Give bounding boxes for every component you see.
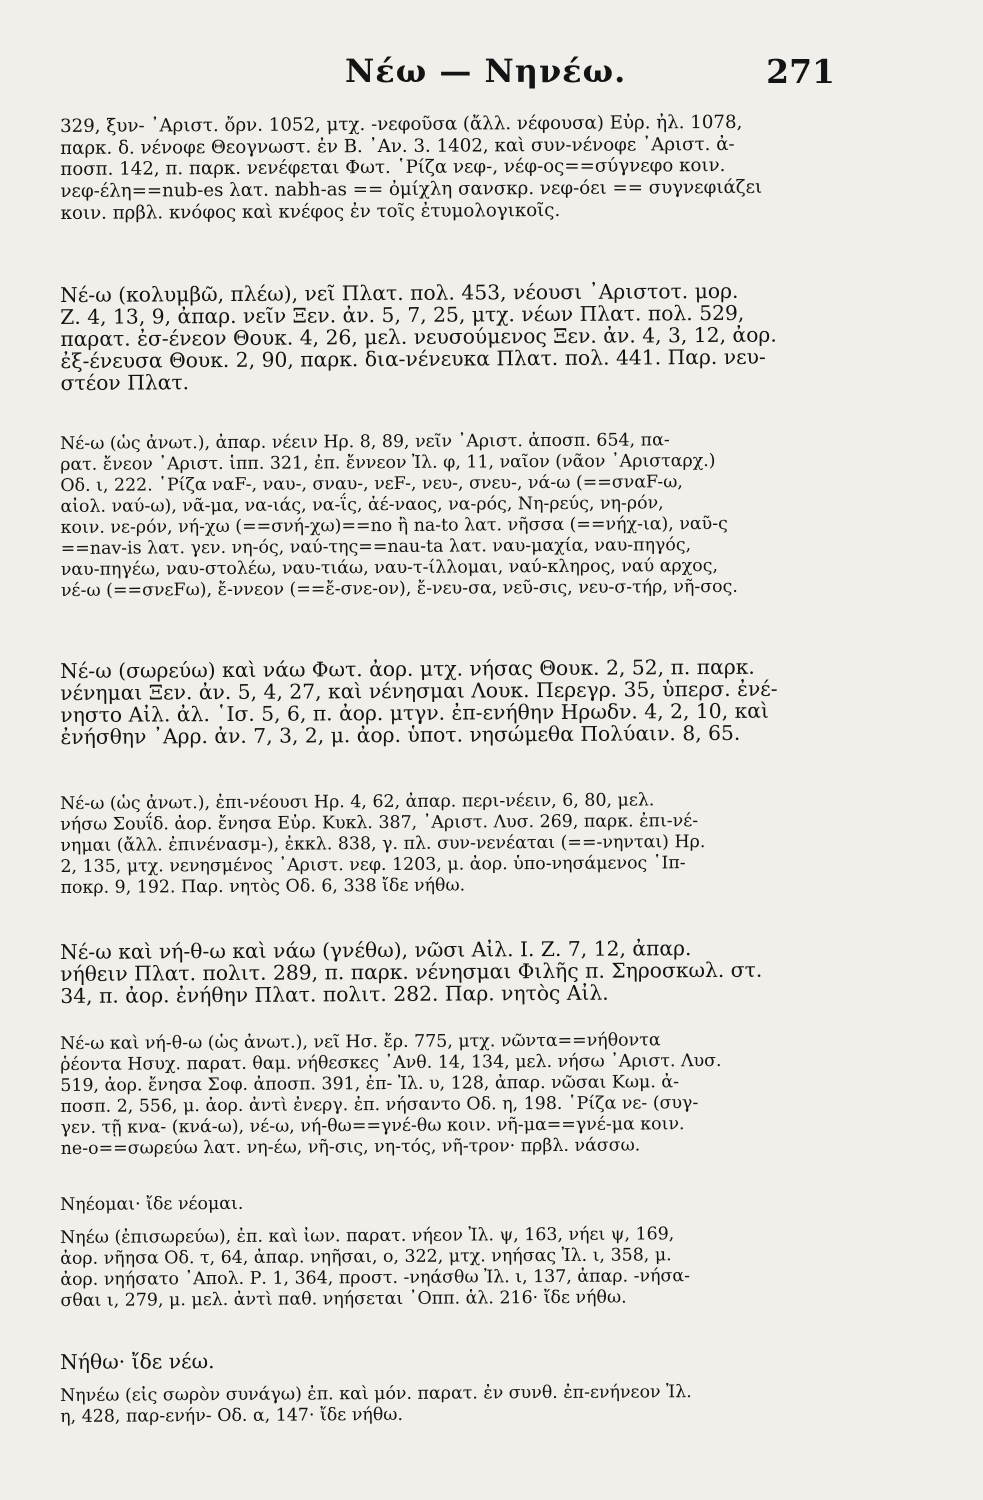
text-line: 2, 135, μτχ. νενησμένος ᾿Αριστ. νεφ. 1203, μ. ἀορ. ὑπο-νησάμενος ῾Ιπ- [60,853,686,877]
text-line: Νέ-ω καὶ νή-θ-ω καὶ νάω (γνέθω), νῶσι Αἰλ. Ι. Ζ. 7, 12, ἀπαρ. [59,936,692,964]
entry-neneo [60,1381,830,1428]
text-line: ἐνήσθην ᾿Αρρ. ἀν. 7, 3, 2, μ. ἀορ. ὑποτ. νησώμεθα Πολύαιν. 8, 65. [60,720,741,749]
text-line: κοιν. νε-ρόν, νή-χω (==σνή-χω)==no ἢ na-to λατ. νῆσσα (==νήχ-ια), ναῦ-ς [60,513,728,538]
text-line: κοιν. πρβλ. κνόφος καὶ κνέφος ἐν τοῖς ἐτυμολογικοῖς. [60,199,561,224]
text-line: Οδ. ι, 222. ῾Ρίζα ναF-, ναυ-, σναυ-, νεF-, νευ-, σνευ-, νά-ω (==σναF-ω, [60,472,683,496]
text-line: Ζ. 4, 13, 9, ἀπαρ. νεῖν Ξεν. ἀν. 5, 7, 25, μτχ. νέων Πλατ. πολ. 529, [60,300,745,329]
text-line: στέον Πλατ. [60,370,190,395]
text-line: νεφ-έλη==nub-es λατ. nabh-as == ὀμίχλη σανσκρ. νεφ-όει == συγνεφιάζει [60,176,763,203]
text-line: ne-o==σωρεύω λατ. νη-έω, νῆ-σις, νη-τός, νῆ-τρον· πρβλ. νάσσω. [60,1135,641,1159]
text-line: ἀορ. νηήσατο ᾿Απολ. Ρ. 1, 364, προστ. -νηάσθω Ἰλ. ι, 137, ἀπαρ. -νήσα- [60,1266,691,1290]
text-line: ==nav-is λατ. γεν. νη-ός, ναύ-της==nau-ta λατ. ναυ-μαχία, ναυ-πηγός, [60,535,692,559]
text-line: ἀορ. νῆησα Οδ. τ, 64, ἀπαρ. νηῆσαι, ο, 322, μτχ. νηήσας Ἰλ. ι, 358, μ. [60,1245,672,1269]
text-line: Νηέω (ἐπισωρεύω), ἐπ. καὶ ἰων. παρατ. νήεον Ἰλ. ψ, 163, νήει ψ, 169, [60,1224,675,1248]
text-line: Νηνέω (εἰς σωρὸν συνάγω) ἐπ. καὶ μόν. παρατ. ἐν συνθ. ἐπ-ενήνεον Ἰλ. [60,1382,692,1406]
running-title: Νέω — Νηνέω. [345,52,627,90]
text-line: παρατ. ἐσ-ένεον Θουκ. 4, 26, μελ. νευσούμενος Ξεν. ἀν. 4, 3, 12, ἀορ. [60,322,777,351]
entry-neo-spin-notes [60,1029,831,1160]
text-line: αἰολ. ναύ-ω), νᾶ-μα, να-ιάς, να-ΐς, ἀέ-ναος, να-ρός, Νη-ρεύς, νη-ρόν, [60,493,664,517]
text-line: 34, π. ἀορ. ἐνήθην Πλατ. πολιτ. 282. Παρ. νητὸς Αἰλ. [60,980,609,1008]
page-number: 271 [766,52,835,91]
text-line: γεν. τῇ κνα- (κνά-ω), νέ-ω, νή-θω==γνέ-θω κοιν. νῆ-μα==γνέ-μα κοιν. [60,1114,685,1138]
text-line: ναυ-πηγέω, ναυ-στολέω, ναυ-τιάω, ναυ-τ-ίλλομαι, ναύ-κληρος, ναύ αρχος, [60,555,719,580]
text-line: ἐξ-ένευσα Θουκ. 2, 90, παρκ. δια-νένευκα Πλατ. πολ. 441. Παρ. νευ- [60,344,766,373]
text-line: Νέ-ω καὶ νή-θ-ω (ὡς ἀνωτ.), νεῖ Ησ. ἔρ. 775, μτχ. νῶντα==νήθοντα [60,1030,661,1054]
entry-neeomai [60,1190,830,1216]
text-line: ποσπ. 142, π. παρκ. νενέφεται Φωτ. ῾Ρίζα νεφ-, νέφ-ος==σύγνεφο κοιν. [60,155,726,181]
entry-neo-heap [60,655,831,748]
text-line: Νέ-ω (σωρεύω) καὶ νάω Φωτ. ἀορ. μτχ. νήσας Θουκ. 2, 52, π. παρκ. [59,654,755,683]
text-line: Νέ-ω (κολυμβῶ, πλέω), νεῖ Πλατ. πολ. 453, νέουσι ᾿Αριστοτ. μορ. [59,278,739,307]
entry-neo-heap-notes [60,789,831,899]
text-line: ποκρ. 9, 192. Παρ. νητὸς Οδ. 6, 338 ἴδε νήθω. [60,875,466,898]
text-line: Νηέομαι· ἴδε νέομαι. [60,1193,244,1215]
text-line: η, 428, παρ-ενήν- Οδ. α, 147· ἴδε νήθω. [60,1404,404,1427]
page-header [30,22,930,92]
text-line: ρατ. ἔνεον ᾿Αριστ. ἱππ. 321, ἐπ. ἔννεον Ἰλ. φ, 11, ναῖον (νᾶον ᾿Αρισταρχ.) [60,450,716,475]
text-line: Νέ-ω (ὡς ἀνωτ.), ἀπαρ. νέειν Ηρ. 8, 89, νεῖν ᾿Αριστ. ἀποσπ. 654, πα- [60,430,670,454]
text-line: Νέ-ω (ὡς ἀνωτ.), ἐπι-νέουσι Ηρ. 4, 62, ἀπαρ. περι-νέειν, 6, 80, μελ. [60,790,655,814]
text-line: σθαι ι, 279, μ. μελ. ἀντὶ παθ. νηήσεται ᾿Οππ. ἁλ. 216· ἴδε νήθω. [60,1287,627,1311]
text-line: παρκ. δ. νένοφε Θεογνωστ. ἐν Β. ᾿Αν. 3. 1402, καὶ συν-νένοφε ᾿Αριστ. ἀ- [60,133,735,159]
text-line: 329, ξυν- ᾿Αριστ. ὄρν. 1052, μτχ. -νεφοῦσα (ἄλλ. νέφουσα) Εὐρ. ἠλ. 1078, [60,111,743,137]
text-line: νήσω Σουΐδ. ἀορ. ἔνησα Εὐρ. Κυκλ. 387, ᾿Αριστ. Λυσ. 269, παρκ. ἐπι-νέ- [60,811,699,835]
entry-neo-swim-notes [60,429,831,602]
text-line: νηστο Αἰλ. ἀλ. ῾Ισ. 5, 6, π. ἀορ. μτγν. ἐπ-ενήθην Ηρωδν. 4, 2, 10, καὶ [60,698,769,727]
entry-neo-spin [60,936,830,1007]
entry-neo-swim [60,279,831,394]
text-line: 519, ἀορ. ἔνησα Σοφ. ἀποσπ. 391, ἐπ- Ἰλ. υ, 128, ἀπαρ. νῶσαι Κωμ. ἀ- [60,1072,680,1096]
text-line: νέ-ω (==σνεFω), ἔ-ννεον (==ἔ-σνε-ον), ἔ-νευ-σα, νεῦ-σις, νευ-σ-τήρ, νῆ-σος. [60,576,738,601]
entry-neeo [60,1223,830,1312]
text-line: νένημαι Ξεν. ἀν. 5, 4, 27, καὶ νένησμαι Λουκ. Περεγρ. 35, ὑπερσ. ἐνέ- [60,676,778,705]
entry-continuation [60,111,831,224]
entry-netho [60,1346,830,1373]
text-line: ποσπ. 2, 556, μ. ἀορ. ἀντὶ ἐνεργ. ἐπ. νήσαντο Οδ. η, 198. ῾Ρίζα νε- (συγ- [60,1093,699,1117]
text-line: νήθειν Πλατ. πολιτ. 289, π. παρκ. νένησμαι Φιλῆς π. Σηροσκωλ. στ. [60,957,763,986]
text-line: νημαι (ἄλλ. ἐπινένασμ-), ἐκκλ. 838, γ. πλ. συν-νενέαται (==-νηνται) Ηρ. [60,832,706,856]
text-line: Νήθω· ἴδε νέω. [59,1349,215,1374]
text-line: ῥέοντα Ησυχ. παρατ. θαμ. νήθεσκες ᾿Ανθ. 14, 134, μελ. νήσω ᾿Αριστ. Λυσ. [60,1050,722,1075]
dictionary-page [30,22,930,1482]
